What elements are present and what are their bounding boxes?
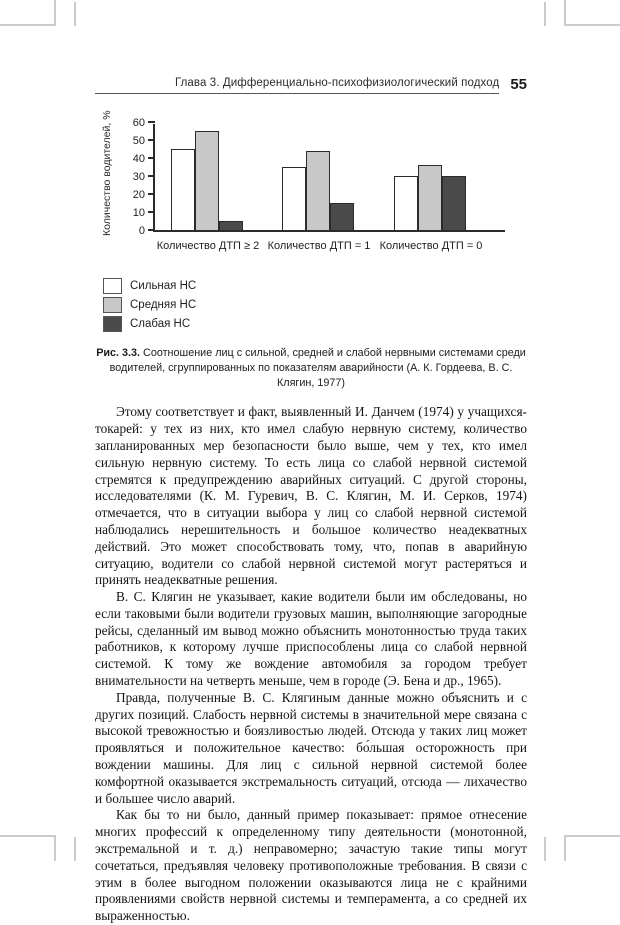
bar: [171, 149, 195, 230]
y-tick-mark: [148, 121, 155, 123]
legend-swatch: [103, 297, 122, 313]
crop-mark: [74, 2, 76, 26]
caption-label: Рис. 3.3.: [96, 347, 141, 359]
legend-swatch: [103, 278, 122, 294]
crop-mark: [564, 835, 620, 837]
body-text: [95, 404, 527, 925]
figure-chart: [95, 110, 527, 266]
paragraph: Как бы то ни было, данный пример показывает: прямое отнесение многих профессий к определенному типу деятельности (монотонной, экстремальной и т. д.) неправомерно; зачастую такие типы могут сочетаться, предъявляя человеку противоположные требования. В связи с этим в более выгодном положении оказываются лица не с крайними проявлениями свойств нервной системы и темперамента, а со средней их выраженностью.: [95, 807, 527, 924]
bar: [394, 176, 418, 230]
legend-item: [103, 297, 527, 313]
figure-caption: [95, 346, 527, 391]
legend-item: [103, 316, 527, 332]
y-tick-label: 40: [132, 153, 145, 165]
legend-item: [103, 278, 527, 294]
bar: [219, 221, 243, 230]
category-label: Количество ДТП ≥ 2: [156, 240, 260, 252]
y-tick-label: 50: [132, 135, 145, 147]
bar: [418, 165, 442, 230]
y-axis-label: Количество водителей, %: [101, 110, 113, 236]
legend-label: Средняя НС: [130, 299, 197, 311]
paragraph: Этому соответствует и факт, выявленный И. Данчем (1974) у учащихся-токарей: у тех из них, кто имел слабую нервную систему, количество запланированных мер безопасности было выше, чем у тех, кто имел сильную нервную систему. То есть лица со слабой нервной системой стремятся к предупреждению аварийных ситуаций. С другой стороны, исследователями (К. М. Гуревич, В. С. Клягин, М. И. Серков, 1974) отмечается, что в ситуации выбора у лиц со слабой нервной системой наблюдались нерешительность и большое количество неадекватных действий. Это может способствовать тому, что, попав в аварийную ситуацию, водители со слабой нервной системой могут растеряться и принять неадекватные решения.: [95, 404, 527, 588]
y-tick-label: 30: [132, 171, 145, 183]
crop-mark: [564, 0, 566, 26]
y-tick-label: 10: [132, 207, 145, 219]
legend-label: Сильная НС: [130, 280, 197, 292]
bar: [330, 203, 354, 230]
crop-mark: [74, 837, 76, 861]
plot-area: [132, 117, 505, 252]
bar-group: [282, 151, 354, 230]
crop-mark: [564, 24, 620, 26]
chart-legend: [103, 278, 527, 332]
category-label: Количество ДТП = 0: [379, 240, 483, 252]
y-tick-label: 60: [132, 117, 145, 129]
y-tick-mark: [148, 139, 155, 141]
crop-mark: [544, 837, 546, 861]
page-header: [95, 76, 527, 94]
y-tick-mark: [148, 193, 155, 195]
crop-mark: [544, 2, 546, 26]
crop-mark: [564, 835, 566, 861]
bar: [195, 131, 219, 230]
bar-group: [171, 131, 243, 230]
crop-mark: [54, 835, 56, 861]
crop-mark: [0, 835, 56, 837]
legend-swatch: [103, 316, 122, 332]
y-tick-mark: [148, 229, 155, 231]
y-tick-mark: [148, 175, 155, 177]
chapter-title: Глава 3. Дифференциально-психофизиологический подход: [95, 77, 499, 94]
bar: [442, 176, 466, 230]
bar: [282, 167, 306, 230]
page-number: 55: [510, 76, 527, 93]
legend-label: Слабая НС: [130, 318, 191, 330]
crop-mark: [54, 0, 56, 26]
bar-group: [394, 165, 466, 230]
y-tick-mark: [148, 211, 155, 213]
crop-mark: [0, 24, 56, 26]
category-label: Количество ДТП = 1: [267, 240, 371, 252]
bar: [306, 151, 330, 230]
caption-text: Соотношение лиц с сильной, средней и слабой нервными системами среди водителей, сгруппированных по показателям аварийности (А. К. Гордеева, В. С. Клягин, 1977): [109, 347, 526, 390]
y-tick-label: 20: [132, 189, 145, 201]
paragraph: В. С. Клягин не указывает, какие водители были им обследованы, но если таковыми были водители грузовых машин, выполняющие загородные рейсы, сделанный им вывод можно объяснить монотонностью труда таких работников, к которому лучше приспособлены лица со слабой нервной системой. К тому же вождение автомобиля за городом требует внимательности на четверть меньше, чем в городе (Э. Бена и др., 1965).: [95, 589, 527, 689]
paragraph: Правда, полученные В. С. Клягиным данные можно объяснить и с других позиций. Слабость нервной системы в значительной мере связана с высокой тревожностью и боязливостью людей. Отсюда у таких лиц может проявляться и положительное качество: бо́льшая осторожность при вождении машины. Для лиц с сильной нервной системой более комфортной оказывается экстремальность ситуаций, отсюда — лихачество и большее число аварий.: [95, 689, 527, 806]
y-tick-mark: [148, 157, 155, 159]
page: [95, 76, 527, 925]
y-tick-label: 0: [138, 225, 145, 237]
